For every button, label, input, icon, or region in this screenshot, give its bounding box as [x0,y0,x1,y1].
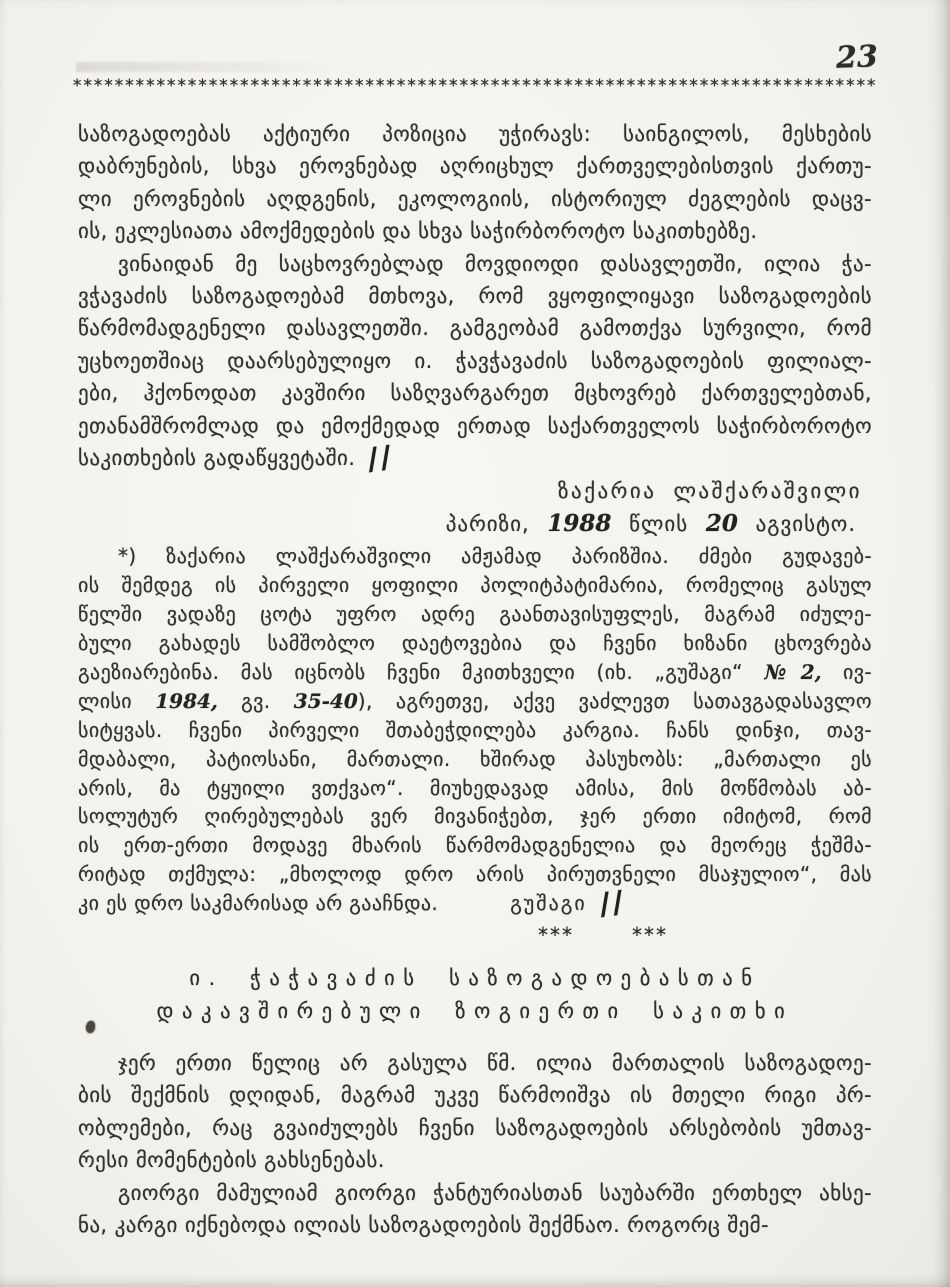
scan-smudge [76,62,346,72]
text-segment: გვ. [217,688,294,713]
text-line: ის ერთ-ერთი მოდავე მხარის წარმომადგენელია და მეორეც ჭეშმა- [78,833,872,858]
text-segment: გაეზიარებინა. მას იცნობს ჩვენი მკითხველი (იხ. „გუშაგი“ [78,659,765,684]
page-body [78,118,872,1242]
stars-left: *** [538,923,574,948]
text-line: ის შემდეგ ის პირველი ყოფილი პოლიტპატიმარია, რომელიც გასულ [78,573,872,598]
date-day: 20 [705,509,738,537]
text-line: რესი მომენტების გახსენებას. [78,1148,385,1173]
emphasized-number: 1984, [155,688,218,713]
text-line: *) ზაქარია ლაშქარაშვილი ამჟამად პარიზშია. ძმები გუდავებ- [118,544,872,569]
asterisk-rule: ***************************************************************************** [72,76,877,96]
text-line: რიტად თქმულა: „მხოლოდ დრო არის პირუთვნელი მსაჯულიო“, მას [78,862,872,887]
text-segment: ), აგრეთვე, აქვე ვაძლევთ სათავგადასავლო [357,688,872,713]
text-line: ვინაიდან მე საცხოვრებლად მოვდიოდი დასავლეთში, ილია ჭა- [118,251,872,276]
date-month: აგვისტო. [755,511,856,536]
emphasized-number: 35-40 [293,688,358,713]
signature-block [78,475,872,540]
text-line: ობლემები, რაც გვაიძულებს ჩვენი საზოგადოების არსებობის უმთავ- [78,1115,872,1140]
text-line [78,687,872,716]
text-line [78,439,872,478]
text-line [78,658,872,687]
paragraph-1 [78,118,872,248]
date-line [78,508,862,540]
text-line: ჯერ ერთი წელიც არ გასულა წმ. ილია მართალის საზოგადოე- [118,1051,872,1076]
date-word-year: წლის [629,511,689,536]
heading-line-1: ი. ჭაჭავაძის საზოგადოებასთან [189,966,761,991]
section-heading [78,962,872,1028]
text-line: არის, მა ტყუილი ვთქვაო“. მიუხედავად ამისა, მის მოწმობას აბ- [78,775,872,800]
text-line: ლი ეროვნების აღდგენის, ეკოლოგიის, ისტორიულ ძეგლების დაცვ- [78,186,872,211]
text-line: ის, ეკლესიათა ამოქმედების და სხვა საჭირბოროტო საკითხებზე. [78,219,758,244]
handwritten-slash-mark: // [596,884,628,923]
text-line: გიორგი მამულიამ გიორგი ჭანტურიასთან საუბარში ერთხელ ახსე- [118,1180,872,1205]
text-segment: ივ- [821,659,872,684]
text-line: წელში ვადაზე ცოტა უფრო ადრე გაანთავისუფლეს, მაგრამ იძულე- [78,602,872,627]
paragraph-3 [78,1047,872,1177]
text-segment: კი ეს დრო საკმარისად არ გააჩნდა. [78,891,439,916]
text-line: უცხოეთშიაც დაარსებულიყო ი. ჭავჭავაძის საზოგადოების ფილიალ- [78,348,872,373]
text-line: ბული გახადეს სამშობლო დაეტოვებია და ჩვენი ხიზანი ცხოვრება [78,631,872,655]
handwritten-slash-mark: // [365,439,396,478]
text-line [78,884,872,923]
text-line: მდაბალი, პატიოსანი, მართალი. ხშირად პასუხობს: „მართალი ეს [78,746,872,771]
text-line: ეთანამშრომლად და ემოქმედად ერთად საქართველოს საჭირბოროტო [78,413,872,438]
heading-line-2: დაკავშირებული ზოგიერთი საკითხი [156,999,794,1024]
text-line: სიტყვას. ჩვენი პირველი შთაბეჭდილება კარგია. ჩანს დინჯი, თავ- [78,717,872,742]
stars-right: *** [632,923,668,948]
signature-name: ზაქარია ლაშქარაშვილი [558,479,862,504]
text-line: სოლუტურ ღირებულებას ვერ მივანიჭებთ, ჯერ ერთი იმიტომ, რომ [78,804,872,829]
journal-name: გუშაგი [510,891,587,916]
text-line: საზოგადოებას აქტიური პოზიცია უჭირავს: საინგილოს, მესხების [78,122,872,146]
text-line: წარმომადგენელი დასავლეთში. გამგეობამ გამოთქვა სურვილი, რომ [78,316,872,341]
date-year: 1988 [547,509,612,537]
footnote-paragraph [78,542,872,923]
text-line: ბის შექმნის დღიდან, მაგრამ უკვე წარმოიშვა ის მთელი რიგი პრ- [78,1083,872,1108]
paragraph-2 [78,248,872,478]
text-segment: ლისი [78,688,156,713]
text-line: ები, ჰქონოდათ კავშირი საზღვარგარეთ მცხოვრებ ქართველებთან, [78,381,872,406]
text-line: ვჭავაძის საზოგადოებამ მთხოვა, რომ ვყოფილიყავი საზოგადოების [78,284,872,309]
page-number: 23 [835,39,879,76]
date-place: პარიზი, [445,511,530,536]
text-line: დაბრუნების, სხვა ეროვნებად აღრიცხულ ქართველებისთვის ქართუ- [78,154,872,179]
emphasized-number: №2, [764,659,822,684]
paragraph-4 [78,1177,872,1242]
text-segment: საკითხების გადაწყვეტაში. [78,446,356,471]
stars-separator [206,922,950,948]
text-line: ნა, კარგი იქნებოდა ილიას საზოგადოების შექმნაო. როგორც შემ- [78,1213,770,1238]
